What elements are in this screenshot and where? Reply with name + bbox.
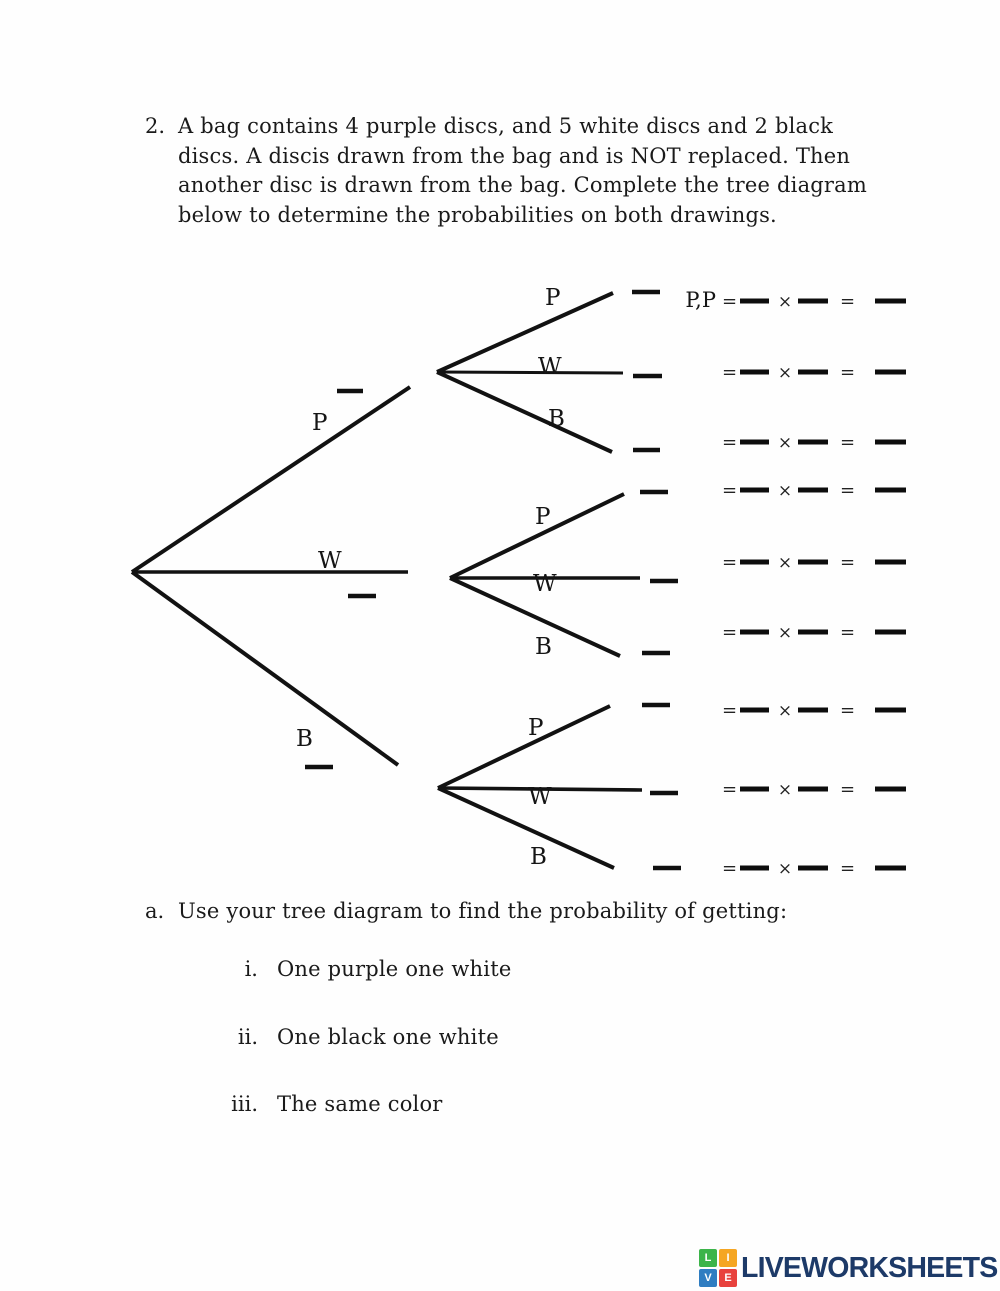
subtree-w-label-w: W	[533, 571, 557, 597]
equation-row-2	[722, 362, 906, 383]
root-branch-label-b: B	[296, 726, 313, 752]
question-a-item-i	[180, 955, 511, 983]
branch-line-pw	[437, 372, 623, 373]
item-ii-text: One black one white	[277, 1025, 499, 1049]
equals-sign: =	[722, 700, 738, 721]
equation-row-3	[722, 432, 906, 453]
equation-row-7	[722, 700, 906, 721]
times-sign: ×	[777, 701, 793, 721]
times-sign: ×	[777, 292, 793, 312]
equals-sign: =	[840, 480, 856, 501]
equals-sign: =	[840, 779, 856, 800]
branch-line-root-b	[132, 572, 398, 765]
equals-sign: =	[840, 432, 856, 453]
question-a-item-ii	[180, 1023, 499, 1051]
times-sign: ×	[777, 553, 793, 573]
equals-sign: =	[840, 622, 856, 643]
branch-line-pp	[437, 293, 613, 372]
root-branch-label-w: W	[318, 548, 342, 574]
subtree-b-label-w: W	[528, 784, 552, 810]
problem-line-1: A bag contains 4 purple discs, and 5 white discs and 2 black	[178, 114, 834, 138]
equals-sign: =	[722, 362, 738, 383]
problem-line-4: below to determine the probabilities on both drawings.	[178, 202, 777, 227]
times-sign: ×	[777, 481, 793, 501]
logo-square-v: V	[699, 1269, 717, 1287]
branch-line-root-p	[132, 387, 410, 572]
equals-sign: =	[722, 552, 738, 573]
equation-row-5	[722, 552, 906, 573]
item-i-text: One purple one white	[277, 957, 512, 981]
equals-sign: =	[722, 432, 738, 453]
logo-square-e: E	[719, 1269, 737, 1287]
times-sign: ×	[777, 780, 793, 800]
subtree-p-label-b: B	[548, 406, 565, 432]
equation-row-6	[722, 622, 906, 643]
equation-row-4	[722, 480, 906, 501]
equals-sign: =	[722, 622, 738, 643]
equals-sign: =	[722, 480, 738, 501]
question-a-item-iii	[180, 1090, 443, 1118]
question-a	[145, 897, 845, 925]
subtree-b-label-b: B	[530, 844, 547, 870]
equals-sign: =	[840, 291, 856, 312]
equals-sign: =	[722, 858, 738, 879]
item-iii-text: The same color	[277, 1092, 443, 1116]
equation-row-9	[722, 858, 906, 879]
subtree-p-label-w: W	[538, 354, 562, 380]
problem-line-2: discs. A discis drawn from the bag and is NOT replaced. Then	[178, 143, 851, 168]
subtree-p-label-p: P	[545, 285, 561, 311]
problem-line-3: another disc is drawn from the bag. Complete the tree diagram	[178, 173, 867, 197]
equals-sign: =	[840, 362, 856, 383]
problem-number: 2.	[145, 114, 166, 138]
logo-square-l: L	[699, 1249, 717, 1267]
subtree-w-label-b: B	[535, 634, 552, 660]
equation-row-8	[722, 779, 906, 800]
root-branch-label-p: P	[312, 410, 328, 436]
equals-sign: =	[722, 291, 738, 312]
item-ii-marker: ii.	[237, 1025, 258, 1049]
item-i-marker: i.	[244, 957, 258, 981]
logo-square-i: I	[719, 1249, 737, 1267]
subtree-b-label-p: P	[528, 715, 544, 741]
branch-line-bb	[438, 788, 614, 868]
times-sign: ×	[777, 433, 793, 453]
subtree-w-label-p: P	[535, 504, 551, 530]
times-sign: ×	[777, 859, 793, 879]
equation-label: P,P	[685, 288, 716, 312]
branch-line-pb	[437, 372, 612, 452]
question-a-marker: a.	[145, 899, 165, 923]
equation-row-1	[685, 288, 906, 312]
branch-line-bp	[438, 706, 610, 788]
times-sign: ×	[777, 363, 793, 383]
liveworksheets-footer[interactable]	[698, 1247, 997, 1289]
equals-sign: =	[840, 858, 856, 879]
question-a-text: Use your tree diagram to find the probability of getting:	[178, 899, 788, 923]
times-sign: ×	[777, 623, 793, 643]
liveworksheets-wordmark: LIVEWORKSHEETS	[741, 1252, 998, 1284]
item-iii-marker: iii.	[231, 1092, 258, 1116]
equals-sign: =	[840, 700, 856, 721]
liveworksheets-logo-icon	[698, 1248, 738, 1288]
equals-sign: =	[840, 552, 856, 573]
equals-sign: =	[722, 779, 738, 800]
